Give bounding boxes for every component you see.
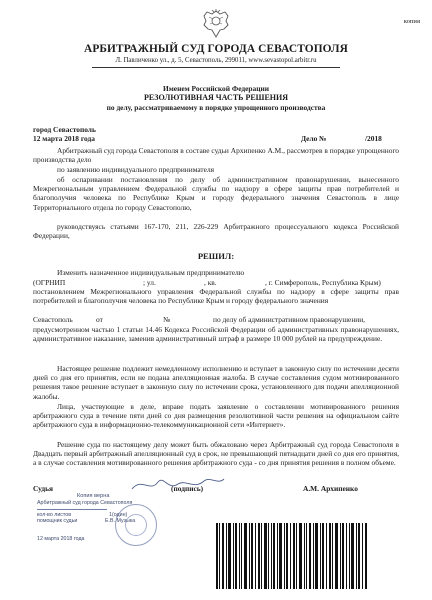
stamp-seal <box>115 504 157 546</box>
decision-city: , г. Симферополь, Республика Крым) <box>265 278 381 287</box>
intro-paragraph-2: по заявлению индивидуального предпринимателя <box>57 165 215 174</box>
decision-line-5: предусмотренном частью 1 статьи 14.46 Кодекса Российской Федерации об административных правонарушениях, административное наказание, заменив административный штраф в размере 10 000 рублей на предупреждение. <box>33 325 399 344</box>
coat-of-arms-icon <box>201 8 231 40</box>
decision-line-1: Изменить назначенное индивидуальным предпринимателю <box>57 268 245 277</box>
intro-paragraph-3: об оспаривании постановления по делу об административном правонарушении, вынесенного Межрегиональным управлением Федеральной службы по надзору в сфере защиты прав потребителей и благополучия человека по Республике Крым и городу федерального значения Севастополь в лице Территориального отдела по городу Севастополю, <box>33 175 399 212</box>
judge-label: Судья <box>33 484 54 493</box>
case-number-label: Дело № <box>301 134 327 143</box>
stamp-date: 12 марта 2018 года <box>37 536 85 542</box>
stamp-sheets-label: кол-во листов <box>37 512 72 518</box>
decision-apartment: , кв. <box>204 278 217 287</box>
appeal-paragraph: Решение суда по настоящему делу может быть обжаловано через Арбитражный суд города Севастополя в Двадцать первый арбитражный апелляционный суд в срок, не превышающий пятнадцати дней со дня его принятия, а в случае составления мотивированного решения арбитражного суда - со дня принятия решения в полном объеме. <box>33 440 399 468</box>
copy-mark: копия <box>403 18 420 25</box>
stamp-sheets-value: 1(один) <box>109 512 128 518</box>
decision-sevastopol: Севастополь <box>33 315 73 324</box>
stamp-line-1: Копия верна <box>77 493 110 499</box>
effect-paragraph: Настоящее решение подлежит немедленному исполнению и вступает в законную силу по истечении десяти дней со дня его принятия, если не подана апелляционная жалоба. В случае составления судом мотивированного решения такое решение вступает в законную силу по истечении срока, установленного для подачи апелляционной жалобы. <box>33 364 399 401</box>
header-divider <box>92 67 340 68</box>
stamp-divider <box>37 509 107 510</box>
stamp-line-2: Арбитражный суд города Севастополя <box>37 500 133 506</box>
signature-label: (подпись) <box>171 484 204 493</box>
stamp-assistant-name: Е.В. Музыка <box>105 518 136 524</box>
judge-name: А.М. Архипенко <box>303 484 358 493</box>
intro-paragraph-1: Арбитражный суд города Севастополя в составе судьи Архипенко А.М., рассмотрев в порядке упрощенного производства дело <box>33 146 399 165</box>
decision-street: ; ул. <box>143 278 156 287</box>
court-address: Л. Павличенко ул., д. 5, Севастополь, 299011, www.sevastopol.arbitr.ru <box>115 57 317 64</box>
decision-line-3: постановлением Межрегионального управления Федеральной службы по надзору в сфере защиты прав потребителей и благополучия человека по Республике Крым и городу федерального значения <box>33 287 399 306</box>
stamp-assistant-label: помощник судьи <box>37 518 78 524</box>
header-line-3: по делу, рассматриваемому в порядке упрощенного производства <box>106 103 326 112</box>
header-line-1: Именем Российской Федерации <box>163 84 269 93</box>
decision-case: по делу об административном правонарушении, <box>213 315 366 324</box>
case-number-year: /2018 <box>365 134 382 143</box>
document-title: РЕЗОЛЮТИВНАЯ ЧАСТЬ РЕШЕНИЯ <box>143 93 289 102</box>
date: 12 марта 2018 года <box>33 134 95 143</box>
decision-ogrnip: (ОГРНИП <box>33 278 66 287</box>
court-name: АРБИТРАЖНЫЙ СУД ГОРОДА СЕВАСТОПОЛЯ <box>84 43 348 55</box>
decision-number: № <box>163 315 171 324</box>
intro-paragraph-4: руководствуясь статьями 167-170, 211, 226-229 Арбитражного процессуального кодекса Российской Федерации, <box>33 222 399 241</box>
motivated-decision-paragraph: Лица, участвующие в деле, вправе подать заявление о составлении мотивированного решения арбитражного суда в течение пяти дней со дня размещения резолютивной части решения на официальном сайте арбитражного суда в информационно-телекоммуникационной сети «Интернет». <box>33 402 399 430</box>
place: город Севастополь <box>33 125 96 134</box>
decided-heading: РЕШИЛ: <box>197 251 235 261</box>
barcode <box>216 523 368 589</box>
certification-stamp <box>33 493 165 554</box>
decision-from: от <box>96 315 103 324</box>
